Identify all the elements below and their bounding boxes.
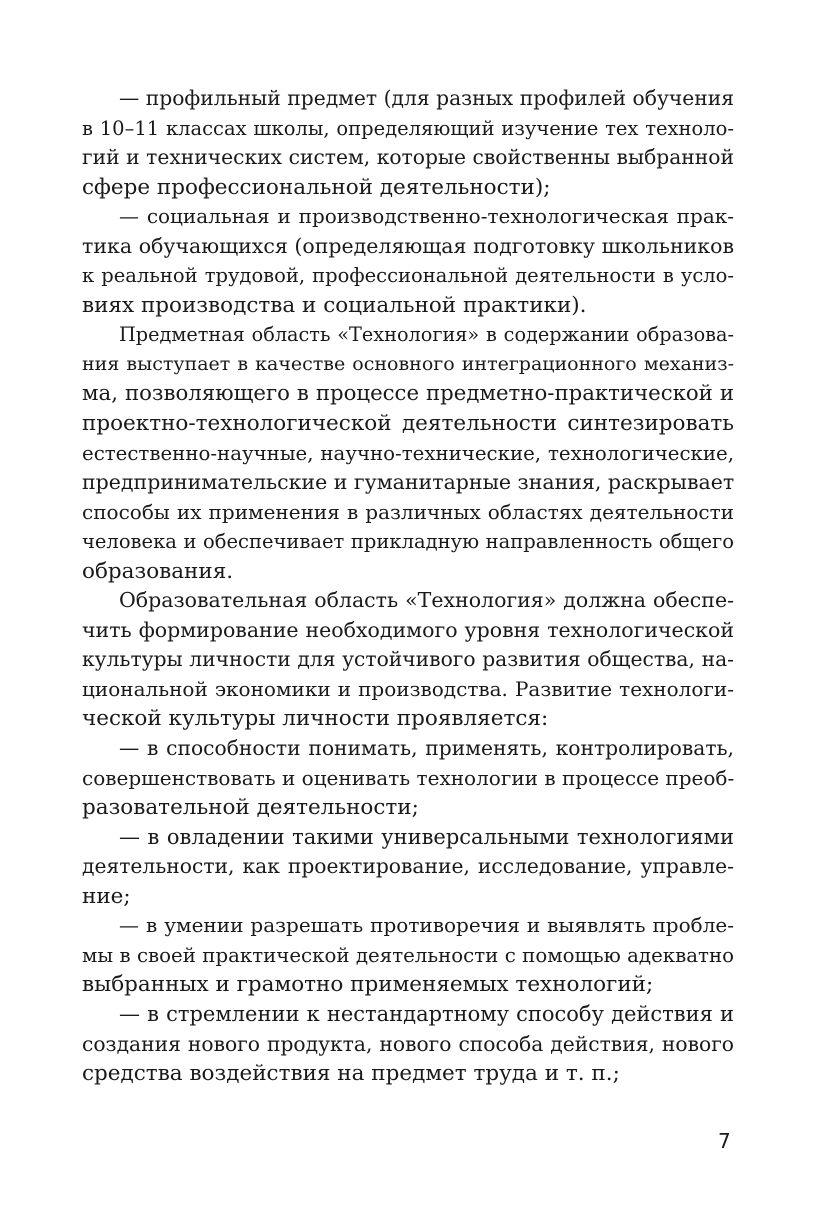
text-line: естественно-научные, научно-технические, технологические, — [82, 441, 734, 465]
paragraph — [82, 911, 734, 1000]
text-line: виях производства и социальной практики). — [82, 292, 587, 318]
text-line: чить формирование необходимого уровня технологической — [82, 617, 734, 642]
text-line: тика обучающихся (определяющая подготовку школьников — [82, 233, 734, 258]
text-line: — в овладении такими универсальными технологиями — [119, 824, 734, 849]
text-line: ма, позволяющего в процессе предметно-практической и — [82, 381, 734, 407]
text-line: совершенствовать и оценивать технологии в процессе преоб- — [82, 765, 735, 790]
text-line: Образовательная область «Технология» должна обеспе- — [119, 588, 734, 613]
page-number: 7 — [718, 1129, 731, 1153]
text-line: создания нового продукта, нового способа действия, нового — [82, 1031, 734, 1056]
text-line: культуры личности для устойчивого развития общества, на- — [82, 647, 734, 672]
text-line: мы в своей практической деятельности с помощью адекватно — [82, 943, 734, 967]
paragraph — [82, 202, 734, 320]
text-line: Предметная область «Технология» в содержании образова- — [119, 323, 734, 347]
text-line: в 10–11 классах школы, определяющий изучение тех техноло- — [82, 116, 734, 140]
paragraph — [82, 823, 734, 912]
text-line: — в умении разрешать противоречия и выявлять пробле- — [119, 913, 734, 938]
text-line: — в стремлении к нестандартному способу действия и — [119, 1001, 734, 1026]
text-line: гий и технических систем, которые свойственны выбранной — [82, 145, 734, 170]
text-line: деятельности, как проектирование, исследование, управле- — [82, 854, 734, 879]
text-line: средства воздействия на предмет труда и т. п.; — [82, 1061, 620, 1087]
text-line: человека и обеспечивает прикладную направленность общего — [82, 530, 734, 554]
paragraph — [82, 734, 734, 823]
text-line: проектно-технологической деятельности синтезировать — [82, 411, 734, 437]
text-line: ния выступает в качестве основного интеграционного механиз- — [82, 352, 734, 375]
text-line: выбранных и грамотно применяемых технологий; — [82, 972, 654, 998]
text-line: — профильный предмет (для разных профилей обучения — [119, 86, 734, 110]
page-body — [82, 84, 734, 1089]
text-line: образования. — [82, 558, 234, 584]
text-line: предпринимательские и гуманитарные знания, раскрывает — [82, 470, 735, 495]
paragraph — [82, 320, 734, 586]
text-line: способы их применения в различных областях деятельности — [82, 499, 734, 524]
paragraph — [82, 586, 734, 734]
text-line: ческой культуры личности проявляется: — [82, 706, 549, 732]
text-line: циональной экономики и производства. Развитие технологи- — [82, 676, 734, 701]
text-line: — социальная и производственно-технологическая прак- — [119, 204, 734, 229]
paragraph — [82, 1000, 734, 1089]
paragraph — [82, 84, 734, 202]
text-line: сфере профессиональной деятельности); — [82, 174, 551, 200]
text-line: ние; — [82, 883, 131, 909]
text-line: разовательной деятельности; — [82, 795, 419, 821]
text-line: к реальной трудовой, профессиональной деятельности в усло- — [82, 264, 734, 288]
text-line: — в способности понимать, применять, контролировать, — [119, 736, 734, 761]
